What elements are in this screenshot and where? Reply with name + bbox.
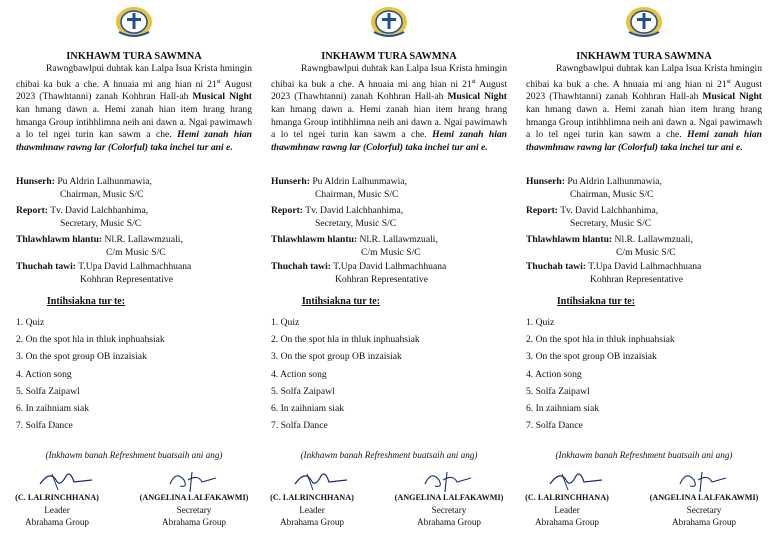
list-item: 3. On the spot group OB inzaisiak bbox=[526, 351, 657, 363]
church-seal-logo bbox=[625, 6, 663, 38]
role-hunserh: Hunserh: Pu Aldrin Lalhunmawia, Chairman, Music S/C bbox=[526, 176, 662, 200]
list-item: 6. In zaihniam siak bbox=[271, 402, 344, 414]
flyer-title: INKHAWM TURA SAWMNA bbox=[576, 51, 712, 62]
leader-signatory: (C. LALRINCHHANA) Leader Abrahama Group bbox=[525, 493, 609, 527]
flyer-title: INKHAWM TURA SAWMNA bbox=[66, 51, 202, 62]
invitation-text: Rawngbawlpui duhtak kan Lalpa Isua Krista hmingin chibai ka buk a che. A hnuaia mi ang hian ni 21st August 2023 (Thawhtanni) zanah Kohhran Hall-ah Musical Night kan hmang dawn a. Hemi zanah hian item hrang hrang hmanga Group intihhlimna neih ani dawn a. Ngai pawimawh a lo tel ngei turin kan sawm a che. Hemi zanah hian thawmhnaw rawng lar (Colorful) taka inchei tur ani e. bbox=[526, 63, 763, 153]
list-item: 6. In zaihniam siak bbox=[526, 402, 599, 414]
flyer-title: INKHAWM TURA SAWMNA bbox=[321, 51, 457, 62]
list-item: 1. Quiz bbox=[526, 317, 555, 328]
list-item: 4. Action song bbox=[16, 368, 72, 380]
list-item: 7. Solfa Dance bbox=[16, 420, 73, 432]
leader-signature bbox=[36, 466, 96, 492]
secretary-signature bbox=[421, 468, 477, 494]
list-item: 5. Solfa Zaipawl bbox=[16, 385, 80, 397]
list-item: 6. In zaihniam siak bbox=[16, 402, 89, 414]
invitation-text: Rawngbawlpui duhtak kan Lalpa Isua Krista hmingin chibai ka buk a che. A hnuaia mi ang hian ni 21st August 2023 (Thawhtanni) zanah Kohhran Hall-ah Musical Night kan hmang dawn a. Hemi zanah hian item hrang hrang hmanga Group intihhlimna neih ani dawn a. Ngai pawimawh a lo tel ngei turin kan sawm a che. Hemi zanah hian thawmhnaw rawng lar (Colorful) taka inchei tur ani e. bbox=[16, 63, 253, 153]
list-item: 5. Solfa Zaipawl bbox=[526, 385, 590, 397]
list-item: 3. On the spot group OB inzaisiak bbox=[271, 351, 402, 363]
leader-signatory: (C. LALRINCHHANA) Leader Abrahama Group bbox=[270, 493, 354, 527]
leader-signature bbox=[546, 466, 606, 492]
church-seal-logo bbox=[370, 6, 408, 38]
role-thlawhlawm: Thlawhlawm hlantu: Nl.R. Lallawmzuali, C/m Music S/C bbox=[16, 234, 183, 258]
list-item: 5. Solfa Zaipawl bbox=[271, 385, 335, 397]
role-report: Report: Tv. David Lalchhanhima, Secretary, Music S/C bbox=[271, 205, 404, 229]
invitation-text: Rawngbawlpui duhtak kan Lalpa Isua Krista hmingin chibai ka buk a che. A hnuaia mi ang hian ni 21st August 2023 (Thawhtanni) zanah Kohhran Hall-ah Musical Night kan hmang dawn a. Hemi zanah hian item hrang hrang hmanga Group intihhlimna neih ani dawn a. Ngai pawimawh a lo tel ngei turin kan sawm a che. Hemi zanah hian thawmhnaw rawng lar (Colorful) taka inchei tur ani e. bbox=[271, 63, 508, 153]
items-heading: Intihsiakna tur te: bbox=[556, 296, 636, 307]
role-hunserh: Hunserh: Pu Aldrin Lalhunmawia, Chairman, Music S/C bbox=[271, 176, 407, 200]
role-hunserh: Hunserh: Pu Aldrin Lalhunmawia, Chairman, Music S/C bbox=[16, 176, 152, 200]
secretary-signature bbox=[166, 468, 222, 494]
leader-signatory: (C. LALRINCHHANA) Leader Abrahama Group bbox=[15, 493, 99, 527]
flyer-column-2 bbox=[271, 0, 507, 543]
role-thuchah: Thuchah tawi: T.Upa David Lalhmachhuana Kohhran Representative bbox=[526, 261, 702, 285]
items-heading: Intihsiakna tur te: bbox=[46, 296, 126, 307]
role-report: Report: Tv. David Lalchhanhima, Secretary, Music S/C bbox=[526, 205, 659, 229]
list-item: 4. Action song bbox=[526, 368, 582, 380]
refreshment-note: (Inkhawm banah Refreshment buatsaih ani ang) bbox=[300, 450, 478, 460]
list-item: 1. Quiz bbox=[16, 317, 45, 328]
flyer-column-1 bbox=[16, 0, 252, 543]
list-item: 1. Quiz bbox=[271, 317, 300, 328]
secretary-signatory: (ANGELINA LALFAKAWMI) Secretary Abrahama Group bbox=[139, 493, 249, 527]
refreshment-note: (Inkhawm banah Refreshment buatsaih ani ang) bbox=[555, 450, 733, 460]
list-item: 2. On the spot hla in thluk inphuahsiak bbox=[16, 334, 165, 346]
leader-signature bbox=[291, 466, 351, 492]
list-item: 2. On the spot hla in thluk inphuahsiak bbox=[271, 334, 420, 346]
secretary-signature bbox=[676, 468, 732, 494]
items-list bbox=[271, 317, 420, 437]
list-item: 3. On the spot group OB inzaisiak bbox=[16, 351, 147, 363]
list-item: 2. On the spot hla in thluk inphuahsiak bbox=[526, 334, 675, 346]
list-item: 7. Solfa Dance bbox=[526, 420, 583, 432]
items-heading: Intihsiakna tur te: bbox=[301, 296, 381, 307]
role-thuchah: Thuchah tawi: T.Upa David Lalhmachhuana Kohhran Representative bbox=[16, 261, 192, 285]
secretary-signatory: (ANGELINA LALFAKAWMI) Secretary Abrahama Group bbox=[649, 493, 759, 527]
flyer-column-3 bbox=[526, 0, 762, 543]
items-list bbox=[16, 317, 165, 437]
church-seal-logo bbox=[115, 6, 153, 38]
items-list bbox=[526, 317, 675, 437]
role-thlawhlawm: Thlawhlawm hlantu: Nl.R. Lallawmzuali, C/m Music S/C bbox=[526, 234, 693, 258]
role-thlawhlawm: Thlawhlawm hlantu: Nl.R. Lallawmzuali, C/m Music S/C bbox=[271, 234, 438, 258]
list-item: 4. Action song bbox=[271, 368, 327, 380]
list-item: 7. Solfa Dance bbox=[271, 420, 328, 432]
role-report: Report: Tv. David Lalchhanhima, Secretary, Music S/C bbox=[16, 205, 149, 229]
secretary-signatory: (ANGELINA LALFAKAWMI) Secretary Abrahama Group bbox=[394, 493, 504, 527]
role-thuchah: Thuchah tawi: T.Upa David Lalhmachhuana Kohhran Representative bbox=[271, 261, 447, 285]
refreshment-note: (Inkhawm banah Refreshment buatsaih ani ang) bbox=[45, 450, 223, 460]
